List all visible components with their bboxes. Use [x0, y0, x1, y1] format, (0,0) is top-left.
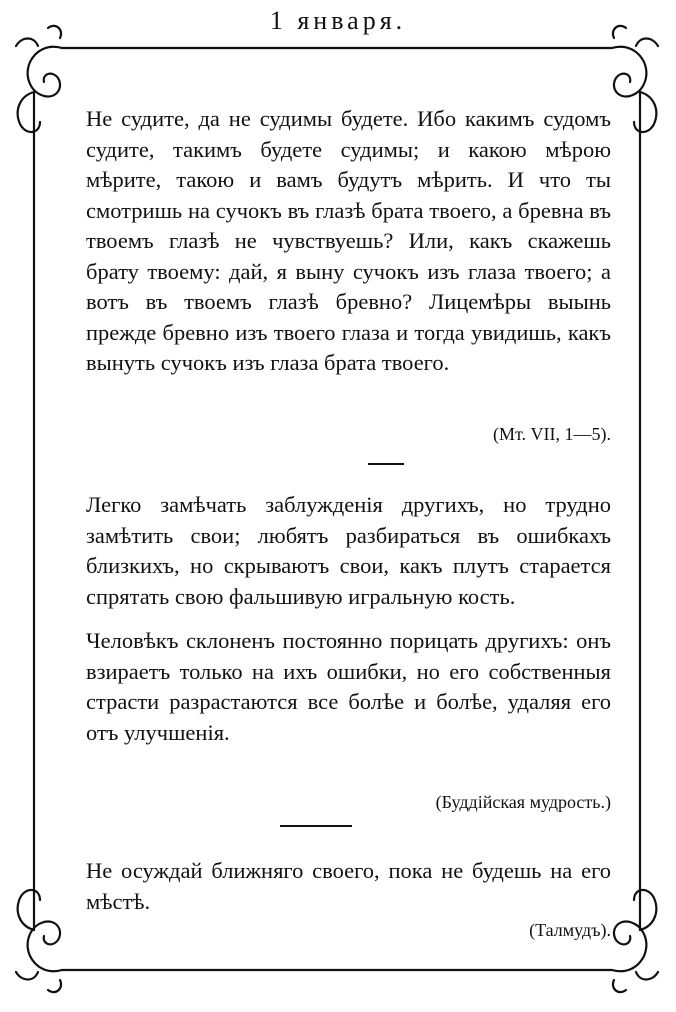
corner-ornament-top-left — [16, 26, 62, 132]
scripture-paragraph: Не судите, да не судимы будете. Ибо какимъ судомъ судите, такимъ будете судимы; и какою мѣрою мѣрите, такою и вамъ будутъ мѣрить. И что ты смотришь на сучокъ въ глазѣ брата твоего, а бревна въ твоемъ глазѣ не чувствуешь? Или, какъ скажешь брату твоему: дай, я выну сучокъ изъ глаза твоего; а вотъ въ твоемъ глазѣ бревно? Лицемѣры выынь прежде бревно изъ твоего глаза и тогда увидишь, какъ вынуть сучокъ изъ глаза брата твоего. — [86, 106, 611, 375]
section-divider — [368, 463, 404, 465]
talmud-citation: (Талмудъ). — [529, 920, 611, 940]
scripture-citation-wrap — [86, 424, 611, 445]
buddhist-section — [86, 490, 611, 748]
corner-ornament-bottom-right — [612, 890, 658, 992]
corner-ornament-top-right — [612, 26, 658, 132]
talmud-citation-wrap — [86, 920, 611, 941]
talmud-paragraph: Не осуждай ближняго своего, пока не будешь на его мѣстѣ. — [86, 858, 611, 914]
buddhist-citation: (Буддійская мудрость.) — [435, 792, 611, 812]
page-header-date: 1 января. — [269, 6, 407, 35]
buddhist-paragraph-1: Легко замѣчать заблужденія другихъ, но трудно замѣтить свои; любятъ разбираться въ ошибкахъ близкихъ, но скрываютъ свои, какъ плутъ старается спрятать свою фальшивую игральную кость. — [86, 492, 611, 609]
scripture-section — [86, 104, 611, 379]
talmud-section — [86, 856, 611, 917]
section-divider — [280, 825, 352, 827]
buddhist-citation-wrap — [86, 792, 611, 813]
scripture-citation: (Мт. VII, 1—5). — [493, 424, 611, 444]
buddhist-paragraph-2: Человѣкъ склоненъ постоянно порицать другихъ: онъ взираетъ только на ихъ ошибки, но его собственныя страсти разрастаются все болѣе и болѣе, удаляя его отъ улучшенія. — [86, 628, 611, 745]
corner-ornament-bottom-left — [16, 890, 62, 992]
